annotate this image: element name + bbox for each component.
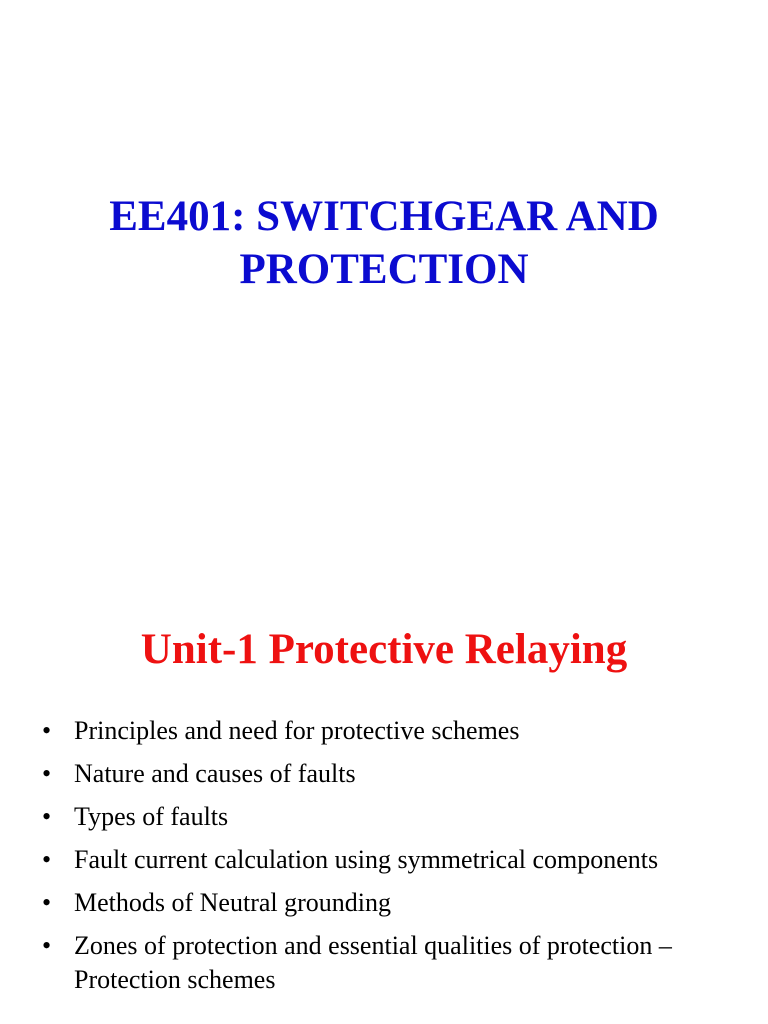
topic-text: Fault current calculation using symmetrical components bbox=[74, 845, 659, 874]
unit-heading: Unit-1 Protective Relaying bbox=[140, 626, 628, 673]
topic-text: Nature and causes of faults bbox=[74, 759, 356, 788]
bullet-icon: • bbox=[42, 845, 52, 874]
topic-item bbox=[42, 800, 742, 834]
bullet-icon: • bbox=[42, 716, 52, 745]
topic-item bbox=[42, 843, 742, 877]
topic-text: Zones of protection and essential qualities of protection – Protection schemes bbox=[74, 931, 672, 994]
topic-item bbox=[42, 714, 742, 748]
bullet-icon: • bbox=[42, 931, 52, 960]
topic-item bbox=[42, 757, 742, 791]
bullet-icon: • bbox=[42, 888, 52, 917]
topic-item bbox=[42, 929, 742, 997]
course-title bbox=[0, 190, 768, 296]
course-title-line-2: PROTECTION bbox=[239, 246, 529, 293]
bullet-icon: • bbox=[42, 759, 52, 788]
course-title-line-1: EE401: SWITCHGEAR AND bbox=[109, 193, 659, 240]
topic-text: Principles and need for protective schemes bbox=[74, 716, 520, 745]
topic-list bbox=[42, 714, 742, 1006]
topic-text: Types of faults bbox=[74, 802, 229, 831]
topic-item bbox=[42, 886, 742, 920]
topic-text: Methods of Neutral grounding bbox=[74, 888, 392, 917]
bullet-icon: • bbox=[42, 802, 52, 831]
